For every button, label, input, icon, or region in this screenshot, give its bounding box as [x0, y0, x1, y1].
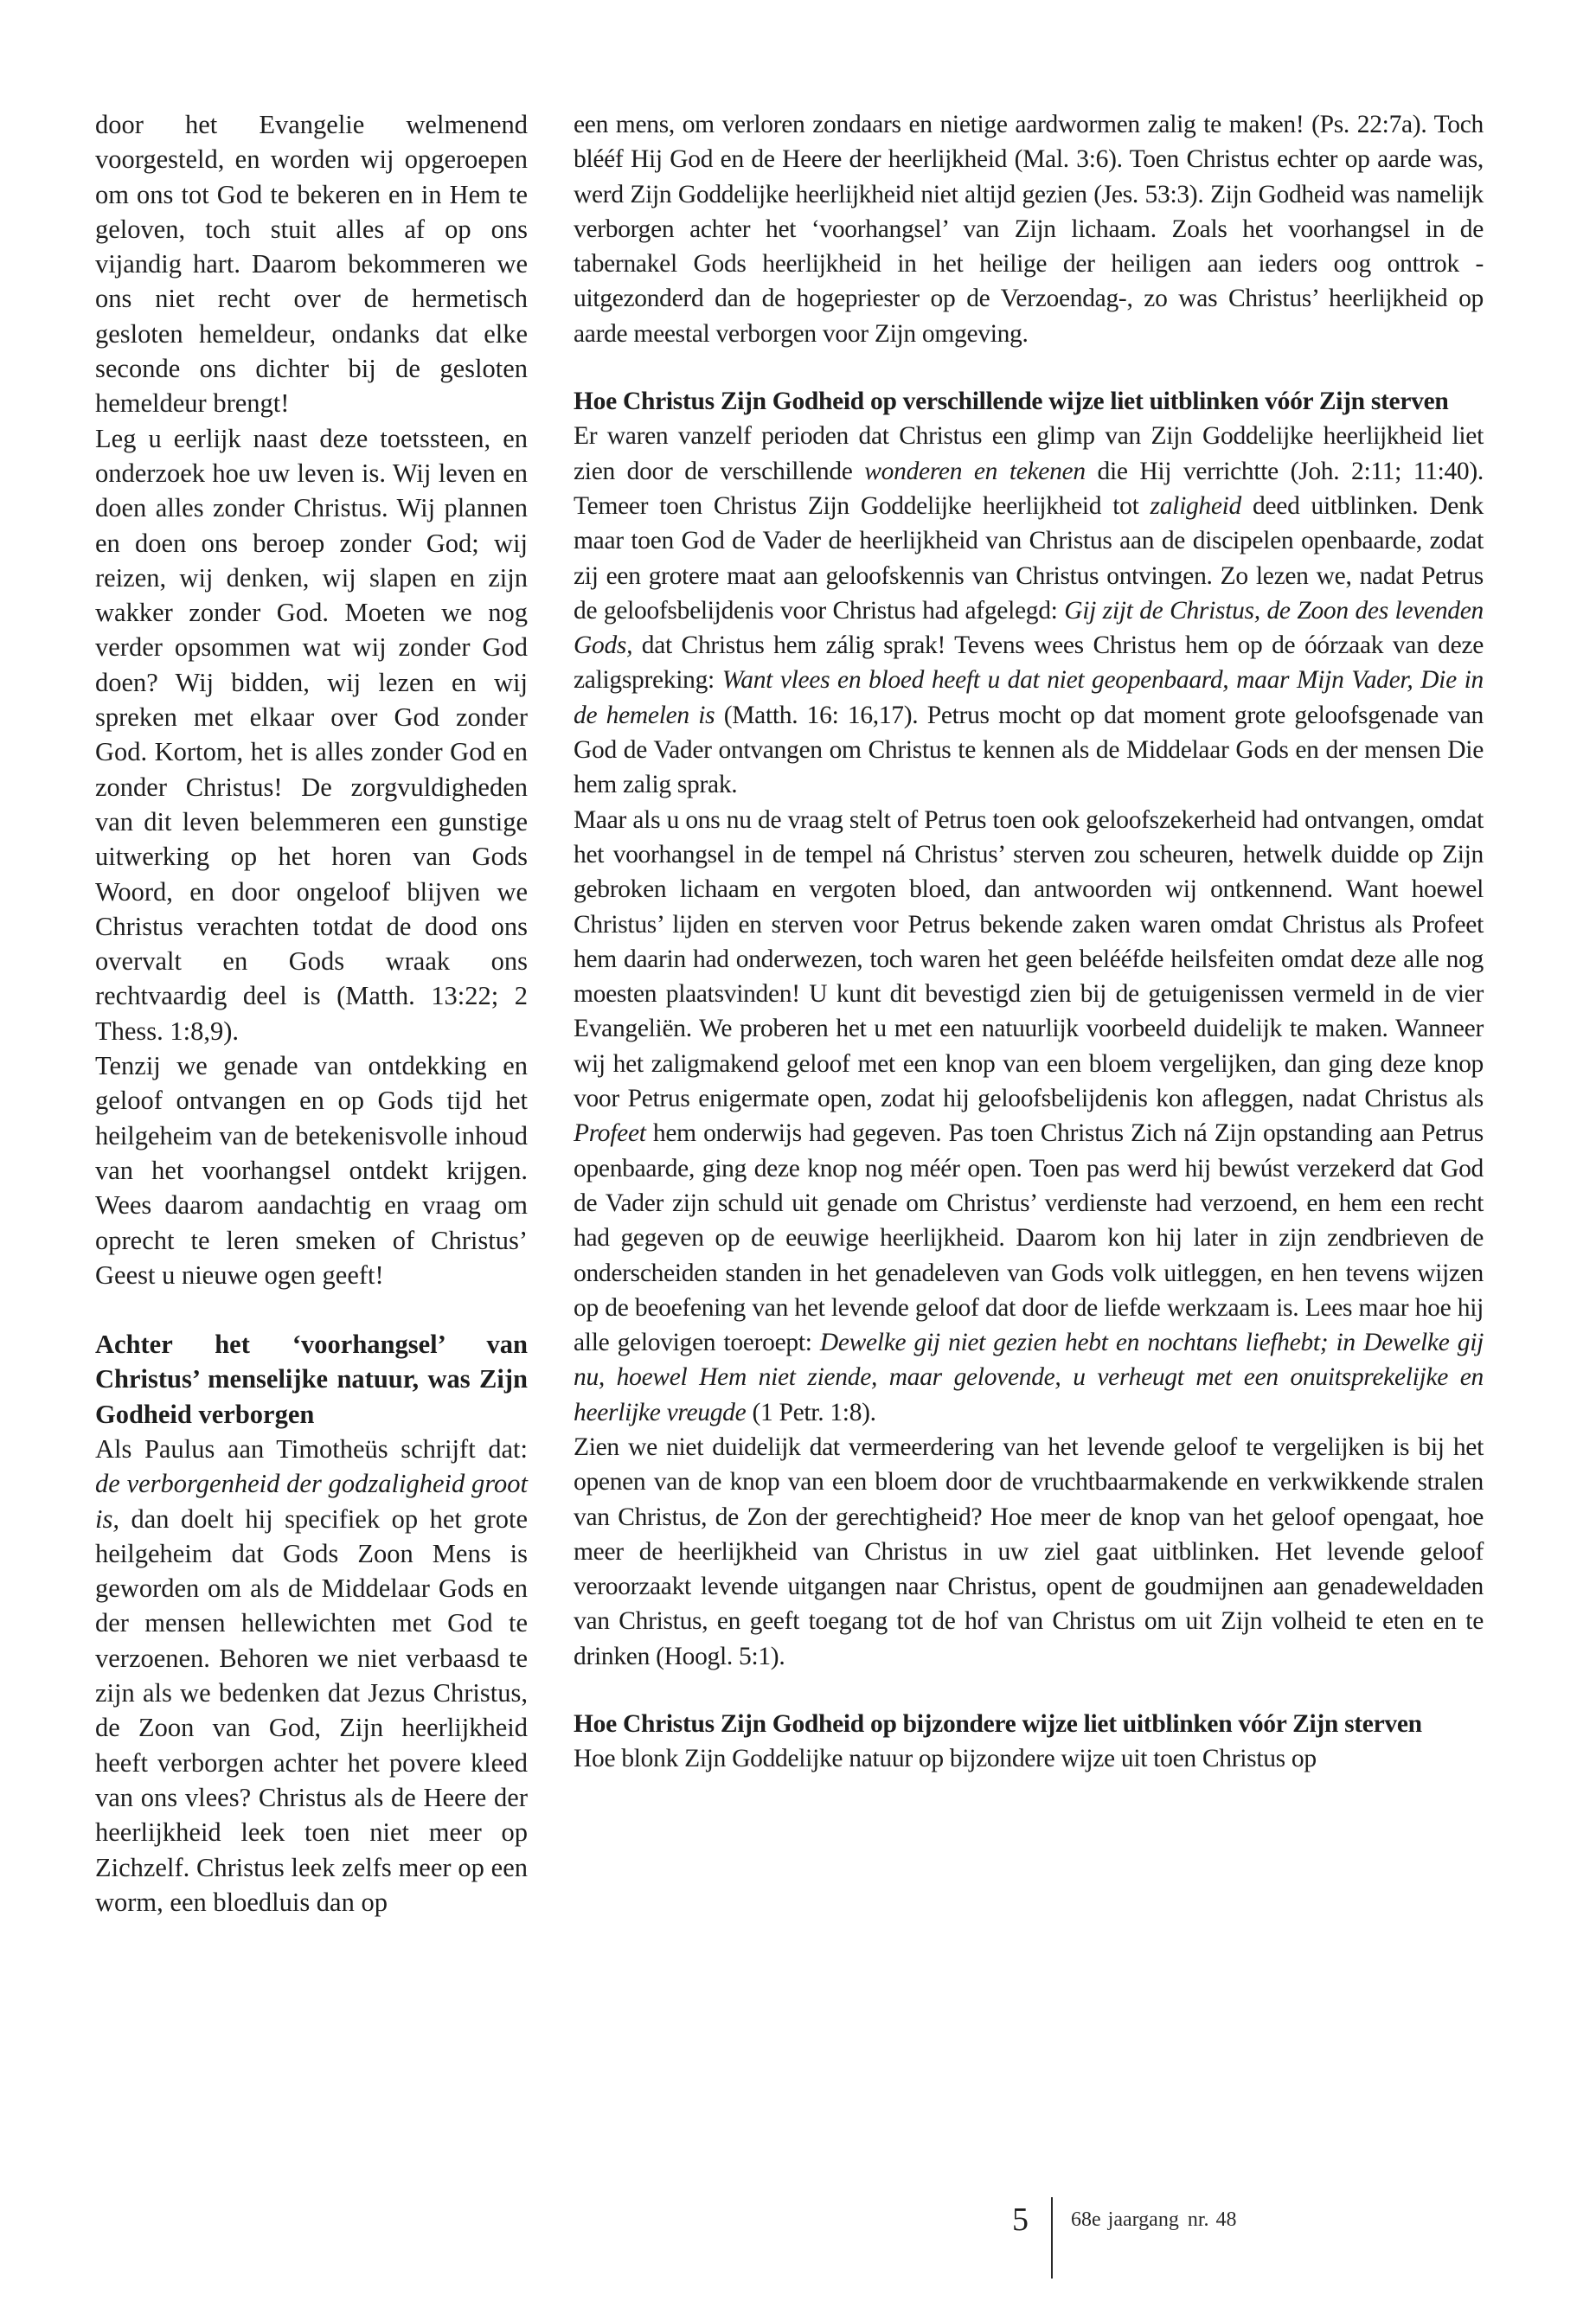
- footer-divider: [1051, 2197, 1053, 2279]
- issue-info: [1071, 2208, 1237, 2232]
- right-column: [574, 107, 1484, 1777]
- body-paragraph: Leg u eerlijk naast deze toetssteen, en onderzoek hoe uw leven is. Wij leven en doen alles zonder Christus. Wij plannen en doen ons beroep zonder God; wij reizen, wij denken, wij slapen en zijn wakker zonder God. Moeten we nog verder opsommen wat wij zonder God doen? Wij bidden, wij lezen en wij spreken met elkaar over God zonder God. Kortom, het is alles zonder God en zonder Christus! De zorgvuldigheden van dit leven belemmeren een gunstige uitwerking op het horen van Gods Woord, en door ongeloof blijven we Christus verachten totdat de dood ons overvalt en Gods wraak ons rechtvaardig deel is (Matth. 13:22; 2 Thess. 1:8,9).: [95, 423, 528, 1046]
- emphasis: zaligheid: [1150, 491, 1242, 520]
- scripture-quote: de verborgenheid der godzaligheid groot is,: [95, 1469, 528, 1534]
- emphasis: wonderen en tekenen: [864, 457, 1086, 485]
- body-paragraph: Hoe blonk Zijn Goddelijke natuur op bijzondere wijze uit toen Christus op: [574, 1745, 1317, 1773]
- scripture-quote: Gij zijt de Christus, de Zoon des levenden Gods,: [574, 596, 1484, 660]
- scripture-quote: Want vlees en bloed heeft u dat niet geopenbaard, maar Mijn Vader, Die in de hemelen is: [574, 666, 1484, 729]
- scripture-quote: Dewelke gij niet gezien hebt en nochtans liefhebt; in Dewelke gij nu, hoewel Hem niet ziende, maar gelovende, u verheugt met een onuitsprekelijke en heerlijke vreugde: [574, 1329, 1484, 1426]
- issue-number: nr. 48: [1187, 2208, 1237, 2231]
- page-number: 5: [1012, 2202, 1029, 2238]
- paragraph-spacer: [574, 1674, 1484, 1707]
- section-heading: Hoe Christus Zijn Godheid op bijzondere wijze liet uitblinken vóór Zijn sterven: [574, 1710, 1422, 1739]
- paragraph-spacer: [95, 1292, 528, 1327]
- body-paragraph: Maar als u ons nu de vraag stelt of Petrus toen ook geloofszekerheid had ontvangen, omdat het voorhangsel in de tempel ná Christus’ sterven zou scheuren, hetwelk duidde op Zijn gebroken lichaam en vergoten bloed, dan antwoorden wij ontkennend. Want hoewel Christus’ lijden en sterven voor Petrus bekende zaken waren omdat Christus als Profeet hem daarin had onderwezen, toch waren het geen belééfde heilsfeiten omdat deze alle nog moesten plaatsvinden! U kunt dit bevestigd zien bij de getuigenissen vermeld in de vier Evangeliën. We proberen het u met een natuurlijk voorbeeld duidelijk te maken. Wanneer wij het zaligmakend geloof met een knop van een bloem vergelijken, dan ging deze knop voor Petrus enigermate open, zodat hij geloofsbelijdenis kon afleggen, nadat Christus als Profeet hem onderwijs had gegeven. Pas toen Christus Zich ná Zijn opstanding aan Petrus openbaarde, ging deze knop nog méér open. Toen pas werd hij bewúst verzekerd dat God de Vader zijn schuld uit genade om Christus’ verdienste had verzoend, en hem een recht had gegeven op de eeuwige heerlijkheid. Daarom kon hij later in zijn zendbrieven de onderscheiden standen in het genadeleven van Gods volk uitleggen, en hen tevens wijzen op de beoefening van het levende geloof dat door de liefde werkzaam is. Lees maar hoe hij alle gelovigen toeroept: Dewelke gij niet gezien hebt en nochtans liefhebt; in Dewelke gij nu, hoewel Hem niet ziende, maar gelovende, u verheugt met een onuitsprekelijke en heerlijke vreugde (1 Petr. 1:8).: [574, 805, 1484, 1426]
- paragraph-spacer: [574, 351, 1484, 384]
- section-heading: Achter het ‘voorhangsel’ van Christus’ menselijke natuur, was Zijn Godheid verborgen: [95, 1330, 528, 1429]
- left-column: [95, 107, 528, 1920]
- body-paragraph: Zien we niet duidelijk dat vermeerdering van het levende geloof te vergelijken is bij het openen van de knop van een bloem door de vruchtbaarmakende en verkwikkende stralen van Christus, de Zon der gerechtigheid? Hoe meer de knop van het geloof opengaat, hoe meer de heerlijkheid van Christus in uw ziel gaat uitblinken. Het levende geloof veroorzaakt levende uitgangen naar Christus, opent de goudmijnen aan genadeweldaden van Christus, en geeft toegang tot de hof van Christus om uit Zijn volheid te eten en te drinken (Hoogl. 5:1).: [574, 1433, 1484, 1670]
- body-paragraph: Er waren vanzelf perioden dat Christus een glimp van Zijn Goddelijke heerlijkheid liet zien door de verschillende wonderen en tekenen die Hij verrichtte (Joh. 2:11; 11:40). Temeer toen Christus Zijn Goddelijke heerlijkheid tot zaligheid deed uitblinken. Denk maar toen God de Vader de heerlijkheid van Christus aan de discipelen openbaarde, zodat zij een grotere maat aan geloofskennis van Christus ontvingen. Zo lezen we, nadat Petrus de geloofsbelijdenis voor Christus had afgelegd: Gij zijt de Christus, de Zoon des levenden Gods, dat Christus hem zálig sprak! Tevens wees Christus hem op de óórzaak van deze zaligspreking: Want vlees en bloed heeft u dat niet geopenbaard, maar Mijn Vader, Die in de hemelen is (Matth. 16: 16,17). Petrus mocht op dat moment grote geloofsgenade van God de Vader ontvangen om Christus te kennen als de Middelaar Gods en der mensen Die hem zalig sprak.: [574, 422, 1484, 799]
- body-paragraph: een mens, om verloren zondaars en nietige aardwormen zalig te maken! (Ps. 22:7a). Toch blééf Hij God en de Heere der heerlijkheid (Mal. 3:6). Toen Christus echter op aarde was, werd Zijn Goddelijke heerlijkheid niet altijd gezien (Jes. 53:3). Zijn Godheid was namelijk verborgen achter het ‘voorhangsel’ van Zijn lichaam. Zoals het voorhangsel in de tabernakel Gods heerlijkheid in het heilige der heiligen aan ieders oog onttrok -uitgezonderd dan de hogepriester op de Verzoendag-, zo was Christus’ heerlijkheid op aarde meestal verborgen voor Zijn omgeving.: [574, 111, 1484, 348]
- emphasis: Profeet: [574, 1119, 646, 1148]
- body-paragraph: door het Evangelie welmenend voorgesteld, en worden wij opgeroepen om ons tot God te bekeren en in Hem te geloven, toch stuit alles af op ons vijandig hart. Daarom bekommeren we ons niet recht over de hermetisch gesloten hemeldeur, ondanks dat elke seconde ons dichter bij de gesloten hemeldeur brengt!: [95, 110, 528, 419]
- body-paragraph: Tenzij we genade van ontdekking en geloof ontvangen en op Gods tijd het heilgeheim van de betekenisvolle inhoud van het voorhangsel ontdekt krijgen. Wees daarom aandachtig en vraag om oprecht te leren smeken of Christus’ Geest u nieuwe ogen geeft!: [95, 1051, 528, 1290]
- body-paragraph: Als Paulus aan Timotheüs schrijft dat: de verborgenheid der godzaligheid groot is, dan doelt hij specifiek op het grote heilgeheim dat Gods Zoon Mens is geworden om als de Middelaar Gods en der mensen hellewichten met God te verzoenen. Behoren we niet verbaasd te zijn als we bedenken dat Jezus Christus, de Zoon van God, Zijn heerlijkheid heeft verborgen achter het povere kleed van ons vlees? Christus als de Heere der heerlijkheid leek toen niet meer op Zichzelf. Christus leek zelfs meer op een worm, een bloedluis dan op: [95, 1433, 528, 1917]
- volume-label: 68e jaargang: [1071, 2208, 1179, 2231]
- section-heading: Hoe Christus Zijn Godheid op verschillende wijze liet uitblinken vóór Zijn sterven: [574, 388, 1449, 416]
